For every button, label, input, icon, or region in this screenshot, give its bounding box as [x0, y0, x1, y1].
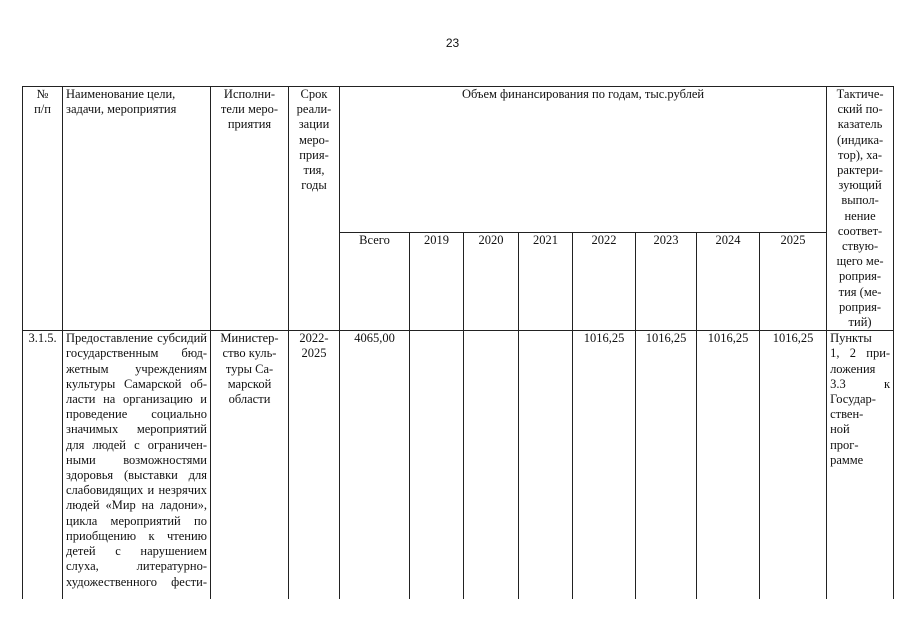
row-2024: 1016,25 [697, 331, 760, 600]
header-year-2024: 2024 [697, 233, 760, 331]
header-row-top [23, 87, 894, 233]
row-2020 [464, 331, 519, 600]
header-year-total: Всего [340, 233, 410, 331]
header-name: Наименование цели, задачи, мероприятия [63, 87, 211, 331]
header-year-2022: 2022 [573, 233, 636, 331]
header-year-2020: 2020 [464, 233, 519, 331]
header-executor: Исполни- тели меро- приятия [211, 87, 289, 331]
row-2019 [410, 331, 464, 600]
funding-table [22, 86, 894, 599]
header-num: № п/п [23, 87, 63, 331]
row-term: 2022- 2025 [289, 331, 340, 600]
row-2023: 1016,25 [636, 331, 697, 600]
row-2022: 1016,25 [573, 331, 636, 600]
row-indicator: Пункты 1, 2 при- ложения 3.3 к Государ- ствен- ной прог- рамме [827, 331, 894, 600]
header-year-2025: 2025 [760, 233, 827, 331]
table-row [23, 331, 894, 600]
header-indicator: Тактиче- ский по- казатель (индика- тор), ха- рактери- зующий выпол- нение соответ- ствую- щего ме- роприя- тия (ме- роприя- тий) [827, 87, 894, 331]
header-year-2023: 2023 [636, 233, 697, 331]
row-2021 [519, 331, 573, 600]
row-total: 4065,00 [340, 331, 410, 600]
row-number: 3.1.5. [23, 331, 63, 600]
header-term: Срок реали- зации меро- прия- тия, годы [289, 87, 340, 331]
row-2025: 1016,25 [760, 331, 827, 600]
page-number: 23 [445, 36, 460, 50]
header-funding: Объем финансирования по годам, тыс.рублей [340, 87, 827, 233]
header-year-2019: 2019 [410, 233, 464, 331]
row-executor: Министер- ство куль- туры Са- марской области [211, 331, 289, 600]
header-year-2021: 2021 [519, 233, 573, 331]
row-name: Предоставление субсидий государственным бюд- жетным учреждениям культуры Самарской об- ласти на организацию и проведение социально значимых мероприятий для людей с ограничен- ными возможностями здоровья (выставки для слабовидящих и незрячих людей «Мир на ладони», цикла мероприятий по приобщению к чтению детей с нарушением слуха, литературно- художественного фести- [63, 331, 211, 600]
